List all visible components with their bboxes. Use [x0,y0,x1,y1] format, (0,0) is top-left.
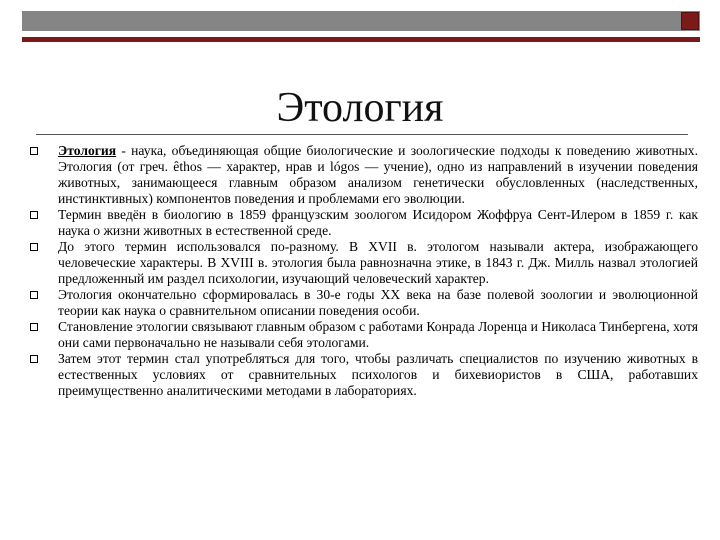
item-text: Этология окончательно сформировалась в 30-е годы XX века на базе полевой зоологии и эволюционной теории как наука о сравнительном описании поведения особи. [58,287,698,318]
list-item [30,287,698,319]
item-text: - наука, объединяющая общие биологические и зоологические подходы к поведению животных. Этология (от греч. êthos — характер, нрав и lógos — учение), одно из направлений в изучении поведения животных, занимающееся главным образом анализом генетически обусловленных (наследственных, инстинктивных) компонентов поведения и проблемами его эволюции. [58,143,698,206]
item-text: Термин введён в биологию в 1859 французским зоологом Исидором Жоффруа Сент-Илером в 1859 г. как наука о жизни животных в естественной среде. [58,207,698,238]
square-bullet-icon [30,211,38,219]
item-text: Затем этот термин стал употребляться для того, чтобы различать специалистов по изучению животных в естественных условиях от сравнительных психологов и бихевиористов в США, работавших преимущественно аналитическими методами в лабораториях. [58,351,698,398]
top-gray-bar [22,11,700,31]
item-text: До этого термин использовался по-разному. В XVII в. этологом называли актера, изображающего человеческие характеры. В XVIII в. этология была равнозначна этике, в 1843 г. Дж. Милль назвал этологией предложенный им раздел психологии, изучающий человеческий характер. [58,239,698,286]
square-bullet-icon [30,355,38,363]
top-decorative-band [22,11,700,42]
item-text: Становление этологии связывают главным образом с работами Конрада Лоренца и Николаса Тинбергена, хотя они сами первоначально не называли себя этологами. [58,319,698,350]
bullet-list [30,143,698,399]
top-red-line [22,37,700,42]
list-item [30,319,698,351]
title-divider [36,134,688,135]
list-item [30,143,698,207]
square-bullet-icon [30,323,38,331]
square-bullet-icon [30,291,38,299]
term-label: Этология [58,143,117,158]
list-item [30,239,698,287]
slide-title: Этология [276,85,444,131]
list-item [30,351,698,399]
list-item [30,207,698,239]
square-bullet-icon [30,147,38,155]
square-bullet-icon [30,243,38,251]
corner-square [681,12,699,30]
